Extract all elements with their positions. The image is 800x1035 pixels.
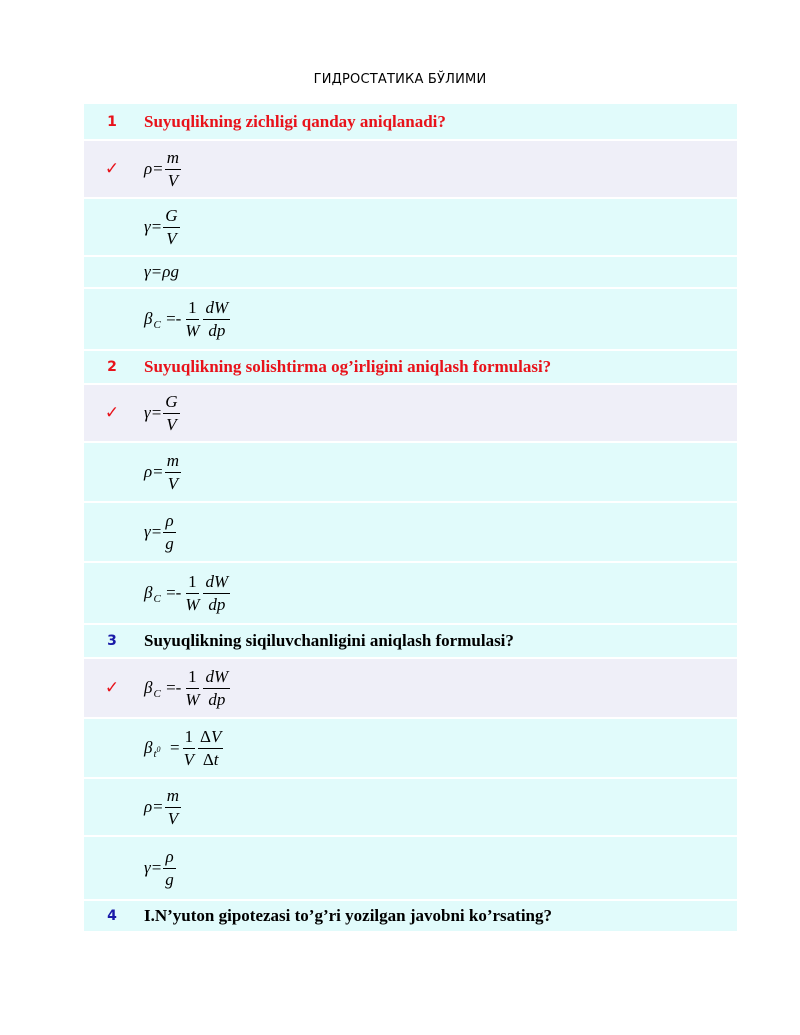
formula: ρ = $\frac{m}{V}$ xyxy=(144,147,180,190)
answer-option[interactable] xyxy=(84,198,737,256)
question-text: Suyuqlikning siqiluvchanligini aniqlash formulasi? xyxy=(140,624,737,658)
question-text: I.N’yuton gipotezasi to’g’ri yozilgan javobni ko’rsating? xyxy=(140,900,737,932)
check-icon: ✓ xyxy=(104,678,120,698)
answer-option[interactable] xyxy=(84,718,737,778)
formula: ρ = $\frac{m}{V}$ xyxy=(144,785,180,828)
formula: β C =- $\frac{1}{W}$ $\frac{dW}{dp}$ xyxy=(144,571,229,614)
page-title: ГИДРОСТАТИКА БЎЛИМИ xyxy=(313,72,487,87)
question-row xyxy=(84,350,737,384)
answer-option[interactable] xyxy=(84,442,737,502)
question-number: 2 xyxy=(107,359,117,375)
formula: ρ = $\frac{m}{V}$ xyxy=(144,450,180,493)
formula: β C =- $\frac{1}{W}$ $\frac{dW}{dp}$ xyxy=(144,297,229,340)
question-number: 1 xyxy=(107,113,117,130)
question-number: 3 xyxy=(107,633,117,649)
question-text: Suyuqlikning zichligi qanday aniqlanadi? xyxy=(140,104,737,140)
question-text: Suyuqlikning solishtirma og’irligini aniqlash formulasi? xyxy=(140,350,737,384)
answer-option[interactable] xyxy=(84,384,737,442)
formula: γ = $\frac{\rho}{g}$ xyxy=(144,846,174,889)
answer-option[interactable] xyxy=(84,778,737,836)
answer-option[interactable] xyxy=(84,288,737,350)
formula: γ = ρg xyxy=(144,262,179,281)
answer-option[interactable] xyxy=(84,140,737,198)
question-row xyxy=(84,104,737,140)
check-icon: ✓ xyxy=(104,403,120,423)
answer-option[interactable] xyxy=(84,502,737,562)
formula: γ = $\frac{G}{V}$ xyxy=(144,391,178,434)
answer-option[interactable] xyxy=(84,836,737,900)
answer-option[interactable] xyxy=(84,658,737,718)
quiz-table xyxy=(84,104,737,933)
question-row xyxy=(84,624,737,658)
formula: γ = $\frac{\rho}{g}$ xyxy=(144,510,174,553)
formula: β C =- $\frac{1}{W}$ $\frac{dW}{dp}$ xyxy=(144,666,229,709)
question-row xyxy=(84,900,737,932)
answer-option[interactable] xyxy=(84,562,737,624)
formula: γ = $\frac{G}{V}$ xyxy=(144,205,178,248)
check-icon: ✓ xyxy=(104,159,120,179)
formula: β $t^0$ = $\frac{1}{V}$ $\frac{\Delta V}{\Delta t}$ xyxy=(144,726,222,769)
question-number: 4 xyxy=(107,908,117,924)
answer-option[interactable] xyxy=(84,256,737,288)
